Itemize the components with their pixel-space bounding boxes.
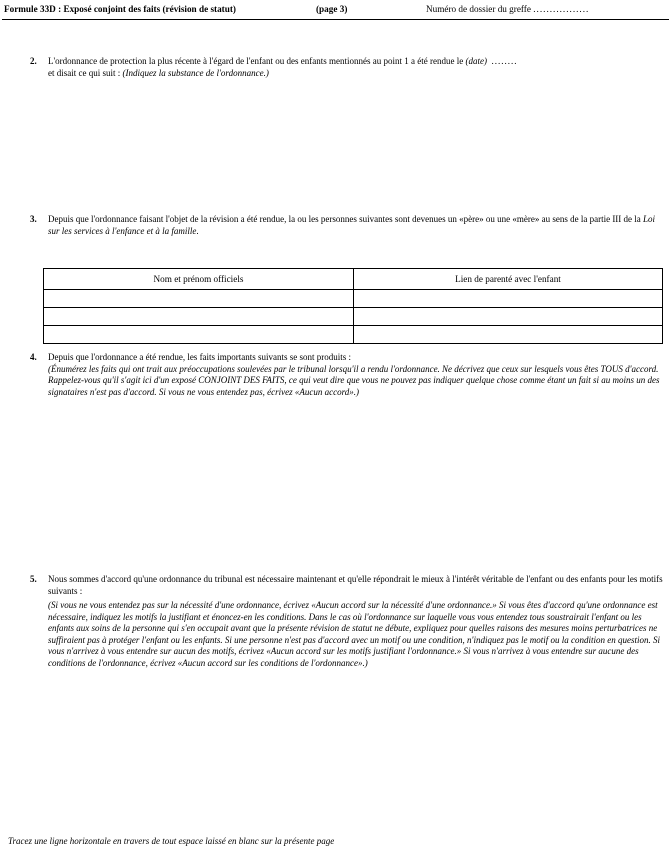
section-number: 3. bbox=[30, 214, 37, 224]
table-row bbox=[44, 326, 663, 344]
name-cell[interactable] bbox=[44, 308, 354, 326]
header-rule bbox=[2, 19, 669, 20]
section-instruction: (Si vous ne vous entendez pas sur la nécessité d'une ordonnance, écrivez «Aucun accord sur la nécessité d'une ordonnance.» Si vous êtes d'accord qu'une ordonnance est nécessaire, indiquez les motifs la justifiant et énoncez-en les conditions. Dans le cas où l'ordonnance sur laquelle vous vous entendez tous soustrairait l'enfant ou les enfants aux soins de la personne qui s'en occupait avant que la présente révision de statut ne débute, expliquez pour quelles raisons des mesures moins perturbatrices ne suffiraient pas à protéger l'enfant ou les enfants. Si une personne n'est pas d'accord avec un motif ou une condition, n'indiquez pas le motif ou la condition en question. Si vous n'arrivez à vous entendre sur aucun des motifs, écrivez «Aucun accord sur les motifs justifiant l'ordonnance.» Si vous n'arrivez à vous entendre sur aucune des conditions de l'ordonnance, écrivez «Aucun accord sur les conditions de l'ordonnance».) bbox=[48, 600, 660, 668]
section-4-answer-area[interactable] bbox=[48, 420, 664, 560]
date-blank[interactable]: ........ bbox=[491, 56, 518, 66]
footer-instruction: Tracez une ligne horizontale en travers de tout espace laissé en blanc sur la présente page bbox=[8, 836, 335, 846]
name-cell[interactable] bbox=[44, 290, 354, 308]
table-row bbox=[44, 290, 663, 308]
relationship-cell[interactable] bbox=[354, 290, 663, 308]
court-file-number bbox=[426, 4, 589, 14]
date-label: (date) bbox=[465, 56, 487, 66]
form-title: Formule 33D : Exposé conjoint des faits (révision de statut) bbox=[4, 4, 236, 14]
section-5-answer-area[interactable] bbox=[48, 690, 664, 826]
table-row bbox=[44, 308, 663, 326]
relationship-cell[interactable] bbox=[354, 308, 663, 326]
section-instruction: (Indiquez la substance de l'ordonnance.) bbox=[122, 67, 269, 78]
page-number: (page 3) bbox=[316, 4, 348, 14]
section-text: L'ordonnance de protection la plus récente à l'égard de l'enfant ou des enfants mentionnés au point 1 a été rendue le (date) ........ et disait ce qui suit : (Indiquez la substance de l'ordonnance.) bbox=[48, 56, 518, 78]
page-header bbox=[4, 4, 668, 14]
section-number: 2. bbox=[30, 56, 37, 66]
section-2-answer-area[interactable] bbox=[48, 84, 664, 204]
section-text: Depuis que l'ordonnance a été rendue, les faits importants suivants se sont produits : (Énumérez les faits qui ont trait aux préoccupations soulevées par le tribunal lorsqu'il a rendu l'ordonnance. Ne décrivez que ceux sur lesquels vous êtes TOUS d'accord. Rappelez-vous qu'il s'agit ici d'un exposé CONJOINT DES FAITS, ce qui veut dire que vous ne pouvez pas indiquer quelque chose comme étant un fait si au moins un des signataires n'est pas d'accord. Si vous ne vous entendez pas, écrivez «Aucun accord».) bbox=[48, 352, 660, 397]
section-instruction: (Énumérez les faits qui ont trait aux préoccupations soulevées par le tribunal lorsqu'il a rendu l'ordonnance. Ne décrivez que ceux sur lesquels vous êtes TOUS d'accord. Rappelez-vous qu'il s'agit ici d'un exposé CONJOINT DES FAITS, ce qui veut dire que vous ne pouvez pas indiquer quelque chose comme étant un fait si au moins un des signataires n'est pas d'accord. Si vous ne vous entendez pas, écrivez «Aucun accord».) bbox=[48, 363, 660, 397]
section-number: 4. bbox=[30, 352, 37, 362]
section-text: Nous sommes d'accord qu'une ordonnance du tribunal est nécessaire maintenant et qu'elle répondrait le mieux à l'intérêt véritable de l'enfant ou des enfants pour les motifs suivants : (Si vous ne vous entendez pas sur la nécessité d'une ordonnance, écrivez «Aucun accord sur la nécessité d'une ordonnance.» Si vous êtes d'accord qu'une ordonnance est nécessaire, indiquez les motifs la justifiant et énoncez-en les conditions. Dans le cas où l'ordonnance sur laquelle vous vous entendez tous soustrairait l'enfant ou les enfants aux soins de la personne qui s'en occupait avant que la présente révision de statut ne débute, expliquez pour quelles raisons des mesures moins perturbatrices ne suffiraient pas à protéger l'enfant ou les enfants. Si une personne n'est pas d'accord avec un motif ou une condition, n'indiquez pas le motif ou la condition en question. Si vous n'arrivez à vous entendre sur aucun des motifs, écrivez «Aucun accord sur les motifs justifiant l'ordonnance.» Si vous n'arrivez à vous entendre sur aucune des conditions de l'ordonnance, écrivez «Aucun accord sur les conditions de l'ordonnance».) bbox=[48, 574, 666, 669]
section-number: 5. bbox=[30, 574, 37, 584]
column-header-name: Nom et prénom officiels bbox=[44, 269, 354, 290]
column-header-relationship: Lien de parenté avec l'enfant bbox=[354, 269, 663, 290]
court-file-label: Numéro de dossier du greffe bbox=[426, 4, 531, 14]
parent-table bbox=[43, 268, 663, 344]
law-title: Loi sur les services à l'enfance et à la famille bbox=[48, 214, 656, 236]
name-cell[interactable] bbox=[44, 326, 354, 344]
relationship-cell[interactable] bbox=[354, 326, 663, 344]
section-text: Depuis que l'ordonnance faisant l'objet de la révision a été rendue, la ou les personnes suivantes sont devenues un «père» ou une «mère» au sens de la partie III de la Loi sur les services à l'enfance et à la famille. bbox=[48, 214, 656, 236]
table-header-row bbox=[44, 269, 663, 290]
court-file-blank[interactable]: ................. bbox=[533, 4, 590, 14]
